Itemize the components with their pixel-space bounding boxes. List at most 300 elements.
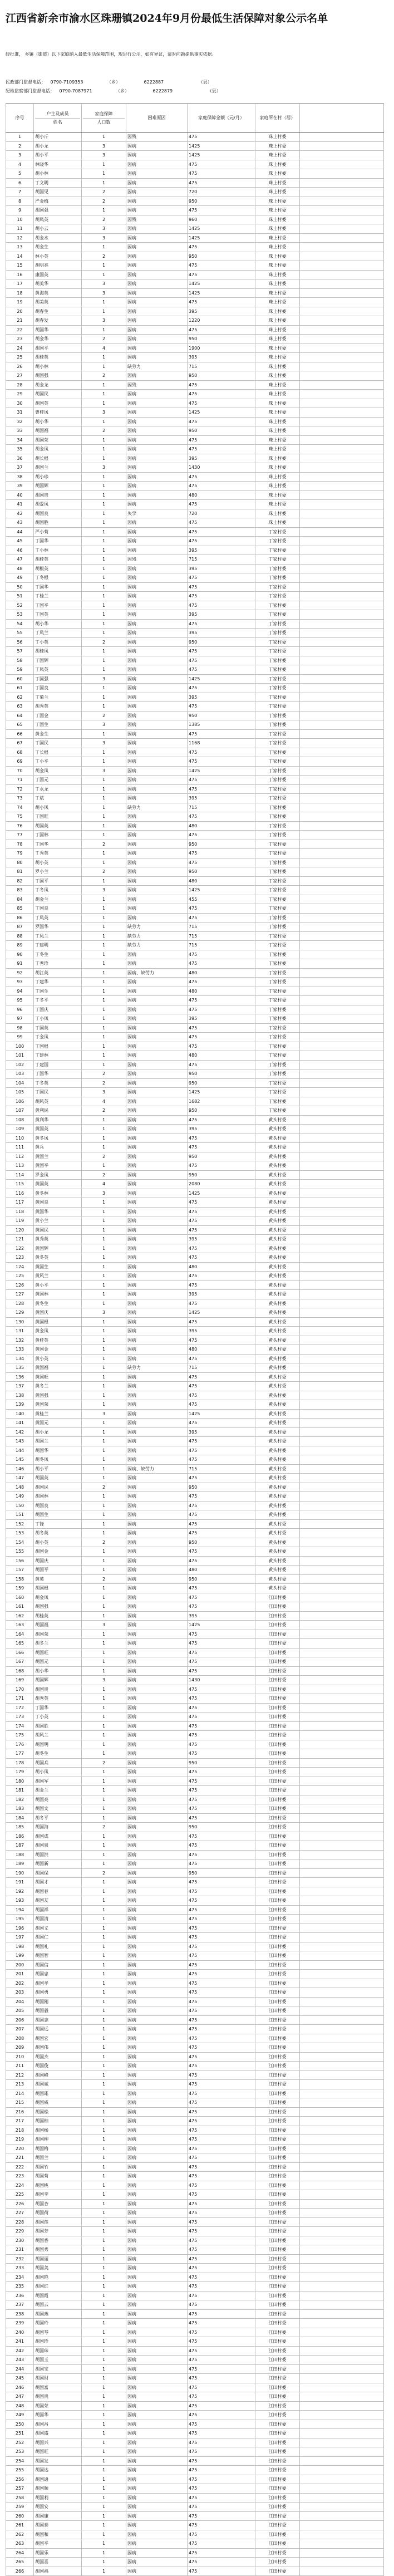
table-row — [6, 197, 384, 207]
row-name: 胡金凤 — [33, 767, 81, 776]
row-reason: 因病 — [126, 1602, 187, 1611]
row-name: 胡风兰 — [33, 1731, 81, 1740]
row-count: 1 — [81, 2126, 126, 2135]
table-row — [6, 1896, 384, 1906]
row-blank — [299, 1502, 384, 1510]
row-count: 1 — [81, 1061, 126, 1069]
row-amount: 950 — [187, 1171, 255, 1180]
row-amount: 475 — [187, 1382, 255, 1391]
table-row — [6, 243, 384, 252]
row-seq: 48 — [6, 565, 33, 573]
row-reason: 因病 — [126, 390, 187, 399]
row-name: 罗小兰 — [33, 867, 81, 876]
row-seq: 62 — [6, 693, 33, 702]
row-reason: 因残 — [126, 381, 187, 390]
row-blank — [299, 491, 384, 500]
table-row — [6, 252, 384, 262]
row-count: 2 — [81, 840, 126, 849]
row-seq: 196 — [6, 1924, 33, 1933]
row-seq: 95 — [6, 996, 33, 1005]
row-name: 胡国辉 — [33, 482, 81, 490]
table-row — [6, 133, 384, 142]
row-blank — [299, 1143, 384, 1152]
row-amount: 475 — [187, 1906, 255, 1915]
row-reason: 因病 — [126, 1713, 187, 1721]
row-name: 胡国竹 — [33, 2163, 81, 2172]
row-village: 丁家村委 — [255, 601, 299, 610]
row-name: 严金梅 — [33, 197, 81, 206]
row-amount: 475 — [187, 1859, 255, 1868]
row-seq: 15 — [6, 261, 33, 270]
row-name: 黄小平 — [33, 1281, 81, 1290]
row-village: 丁家村委 — [255, 1106, 299, 1115]
header-amount: 家庭保障金额（元/月） — [187, 104, 255, 132]
row-reason: 因病 — [126, 1391, 187, 1400]
row-amount: 475 — [187, 1520, 255, 1529]
row-amount: 475 — [187, 1419, 255, 1427]
row-amount: 475 — [187, 573, 255, 582]
row-seq: 49 — [6, 573, 33, 582]
row-count: 1 — [81, 537, 126, 546]
row-blank — [299, 1749, 384, 1758]
row-name: 胡国琴 — [33, 2328, 81, 2337]
row-reason: 因病 — [126, 1318, 187, 1327]
row-amount: 475 — [187, 1657, 255, 1666]
row-name: 胡国梅 — [33, 2145, 81, 2153]
row-village: 黄头村委 — [255, 1446, 299, 1455]
table-row — [6, 2503, 384, 2512]
discipline-label: 纪检监察部门监督电话： — [6, 88, 55, 94]
row-reason: 因病 — [126, 1593, 187, 1602]
table-row — [6, 2053, 384, 2062]
table-row — [6, 2466, 384, 2475]
row-name: 丁凤英 — [33, 665, 81, 674]
row-count: 1 — [81, 1602, 126, 1611]
row-village: 江田村委 — [255, 1685, 299, 1694]
row-village: 丁家村委 — [255, 1069, 299, 1078]
row-blank — [299, 1851, 384, 1859]
table-row — [6, 2521, 384, 2530]
row-amount: 475 — [187, 2135, 255, 2144]
row-reason: 因病 — [126, 188, 187, 197]
row-count: 1 — [81, 1299, 126, 1308]
row-amount: 475 — [187, 996, 255, 1005]
row-reason: 因病 — [126, 1024, 187, 1033]
row-seq: 142 — [6, 1428, 33, 1437]
row-amount: 475 — [187, 1988, 255, 1997]
table-row — [6, 2126, 384, 2136]
row-name: 胡国仁 — [33, 1933, 81, 1942]
row-blank — [299, 408, 384, 417]
row-amount: 475 — [187, 1143, 255, 1152]
row-count: 2 — [81, 215, 126, 224]
row-amount: 475 — [187, 592, 255, 601]
row-amount: 475 — [187, 2117, 255, 2126]
row-amount: 950 — [187, 638, 255, 647]
row-seq: 162 — [6, 1612, 33, 1621]
row-seq: 262 — [6, 2530, 33, 2539]
row-amount: 475 — [187, 390, 255, 399]
row-name: 丁桂兰 — [33, 592, 81, 601]
row-seq: 200 — [6, 1961, 33, 1970]
row-amount: 475 — [187, 1887, 255, 1896]
row-count: 1 — [81, 1033, 126, 1042]
row-amount: 475 — [187, 482, 255, 490]
row-count: 1 — [81, 2043, 126, 2052]
row-blank — [299, 638, 384, 647]
row-seq: 6 — [6, 179, 33, 188]
row-name: 胡小林 — [33, 362, 81, 371]
row-village: 江田村委 — [255, 2016, 299, 2025]
row-seq: 12 — [6, 234, 33, 243]
row-reason: 因病 — [126, 867, 187, 876]
row-village: 珠上村委 — [255, 243, 299, 252]
row-blank — [299, 1208, 384, 1216]
row-name: 丁国民 — [33, 739, 81, 748]
row-seq: 151 — [6, 1510, 33, 1519]
row-village: 珠上村委 — [255, 206, 299, 215]
row-village: 珠上村委 — [255, 234, 299, 243]
row-seq: 226 — [6, 2200, 33, 2209]
row-village: 丁家村委 — [255, 665, 299, 674]
row-seq: 54 — [6, 620, 33, 629]
row-reason: 因病 — [126, 840, 187, 849]
row-village: 江田村委 — [255, 1630, 299, 1639]
row-village: 珠上村委 — [255, 473, 299, 482]
row-village: 珠上村委 — [255, 445, 299, 454]
row-seq: 156 — [6, 1557, 33, 1566]
row-reason: 因病 — [126, 776, 187, 784]
header-family-group — [81, 104, 126, 132]
row-village: 江田村委 — [255, 2420, 299, 2429]
row-village: 江田村委 — [255, 2365, 299, 2374]
table-row — [6, 2292, 384, 2301]
row-amount: 475 — [187, 2190, 255, 2199]
row-amount: 475 — [187, 2549, 255, 2558]
row-village: 丁家村委 — [255, 849, 299, 858]
row-amount: 1430 — [187, 1676, 255, 1685]
row-blank — [299, 1722, 384, 1731]
row-village: 江田村委 — [255, 1961, 299, 1970]
row-village: 黄头村委 — [255, 1253, 299, 1262]
row-count: 1 — [81, 996, 126, 1005]
row-blank — [299, 1244, 384, 1253]
row-amount: 1425 — [187, 1189, 255, 1198]
table-row — [6, 1244, 384, 1254]
row-count: 1 — [81, 1318, 126, 1327]
table-row — [6, 500, 384, 509]
row-village: 丁家村委 — [255, 647, 299, 656]
row-seq: 144 — [6, 1446, 33, 1455]
row-count: 1 — [81, 1795, 126, 1804]
table-row — [6, 1143, 384, 1152]
row-blank — [299, 2282, 384, 2291]
row-reason: 因病 — [126, 2135, 187, 2144]
table-row — [6, 996, 384, 1005]
row-count: 1 — [81, 436, 126, 445]
row-village: 江田村委 — [255, 2282, 299, 2291]
row-amount: 475 — [187, 730, 255, 739]
row-blank — [299, 1014, 384, 1023]
row-seq: 67 — [6, 739, 33, 748]
row-village: 丁家村委 — [255, 537, 299, 546]
row-seq: 173 — [6, 1713, 33, 1721]
row-amount: 475 — [187, 2337, 255, 2346]
row-blank — [299, 1685, 384, 1694]
row-amount: 715 — [187, 555, 255, 564]
row-name: 胡国根 — [33, 1584, 81, 1593]
row-amount: 475 — [187, 2558, 255, 2567]
table-row — [6, 1795, 384, 1805]
row-village: 珠上村委 — [255, 390, 299, 399]
table-row — [6, 2255, 384, 2264]
row-reason: 因病 — [126, 2273, 187, 2282]
row-blank — [299, 2447, 384, 2456]
row-name: 康国英 — [33, 271, 81, 279]
row-count: 1 — [81, 445, 126, 454]
row-amount: 475 — [187, 298, 255, 307]
row-amount: 475 — [187, 1713, 255, 1721]
row-village: 江田村委 — [255, 2172, 299, 2181]
row-blank — [299, 1400, 384, 1409]
row-amount: 475 — [187, 2273, 255, 2282]
row-village: 江田村委 — [255, 2347, 299, 2356]
row-village: 江田村委 — [255, 2319, 299, 2328]
row-name: 丁国林 — [33, 831, 81, 840]
row-seq: 72 — [6, 785, 33, 794]
table-body — [6, 133, 384, 2576]
row-reason: 因病 — [126, 473, 187, 482]
row-village: 江田村委 — [255, 1804, 299, 1813]
row-village: 江田村委 — [255, 1667, 299, 1676]
row-count: 1 — [81, 1998, 126, 2006]
row-reason: 因病 — [126, 426, 187, 435]
row-blank — [299, 1308, 384, 1317]
row-amount: 475 — [187, 1134, 255, 1143]
row-blank — [299, 1538, 384, 1547]
row-village: 江田村委 — [255, 2383, 299, 2392]
table-row — [6, 1363, 384, 1373]
row-village: 丁家村委 — [255, 675, 299, 684]
row-count: 1 — [81, 1667, 126, 1676]
row-blank — [299, 592, 384, 601]
table-row — [6, 2411, 384, 2420]
row-name: 丁冬根 — [33, 573, 81, 582]
row-seq: 231 — [6, 2245, 33, 2254]
row-amount: 950 — [187, 1575, 255, 1584]
row-blank — [299, 665, 384, 674]
table-row — [6, 1299, 384, 1309]
row-count: 3 — [81, 886, 126, 895]
row-blank — [299, 2475, 384, 2484]
row-name: 胡小平 — [33, 151, 81, 160]
row-seq: 20 — [6, 307, 33, 316]
table-row — [6, 831, 384, 840]
row-amount: 475 — [187, 2567, 255, 2576]
row-count: 1 — [81, 1474, 126, 1483]
row-name: 胡国刚 — [33, 1998, 81, 2006]
row-blank — [299, 1382, 384, 1391]
row-count: 1 — [81, 2365, 126, 2374]
row-village: 丁家村委 — [255, 684, 299, 693]
table-row — [6, 877, 384, 886]
row-village: 珠上村委 — [255, 518, 299, 527]
row-blank — [299, 335, 384, 344]
row-blank — [299, 2374, 384, 2383]
row-count: 1 — [81, 2392, 126, 2401]
row-blank — [299, 1979, 384, 1988]
row-amount: 475 — [187, 2126, 255, 2135]
row-village: 黄头村委 — [255, 1510, 299, 1519]
row-name: 胡秀英 — [33, 702, 81, 711]
row-amount: 475 — [187, 1749, 255, 1758]
row-amount: 715 — [187, 923, 255, 931]
row-name: 胡根英 — [33, 565, 81, 573]
row-count: 1 — [81, 932, 126, 941]
row-blank — [299, 261, 384, 270]
table-row — [6, 987, 384, 997]
row-blank — [299, 1602, 384, 1611]
row-count: 1 — [81, 2337, 126, 2346]
table-row — [6, 1979, 384, 1989]
table-row — [6, 151, 384, 160]
row-seq: 250 — [6, 2420, 33, 2429]
row-seq: 147 — [6, 1474, 33, 1483]
row-seq: 160 — [6, 1593, 33, 1602]
row-village: 黄头村委 — [255, 1575, 299, 1584]
row-reason: 因病 — [126, 1759, 187, 1768]
row-blank — [299, 1804, 384, 1813]
row-blank — [299, 1942, 384, 1951]
row-blank — [299, 142, 384, 151]
row-count: 1 — [81, 1244, 126, 1253]
row-village: 黄头村委 — [255, 1327, 299, 1336]
row-count: 1 — [81, 2466, 126, 2475]
row-reason: 因病 — [126, 1226, 187, 1235]
table-row — [6, 473, 384, 482]
table-row — [6, 1152, 384, 1162]
row-seq: 157 — [6, 1566, 33, 1574]
row-count: 1 — [81, 665, 126, 674]
table-row — [6, 1483, 384, 1493]
row-count: 1 — [81, 2503, 126, 2511]
table-row — [6, 2236, 384, 2246]
row-count: 1 — [81, 1814, 126, 1823]
row-village: 江田村委 — [255, 1612, 299, 1621]
row-blank — [299, 1704, 384, 1713]
row-reason: 因病 — [126, 2053, 187, 2062]
row-reason: 因病 — [126, 2549, 187, 2558]
row-blank — [299, 482, 384, 490]
row-amount: 480 — [187, 969, 255, 978]
row-village: 江田村委 — [255, 2255, 299, 2264]
row-seq: 66 — [6, 730, 33, 739]
table-row — [6, 463, 384, 473]
row-seq: 70 — [6, 767, 33, 776]
row-seq: 241 — [6, 2337, 33, 2346]
table-row — [6, 1621, 384, 1630]
row-village: 江田村委 — [255, 2328, 299, 2337]
table-row — [6, 2347, 384, 2356]
row-blank — [299, 1363, 384, 1372]
row-count: 1 — [81, 362, 126, 371]
table-row — [6, 812, 384, 822]
row-reason: 因病 — [126, 2236, 187, 2245]
row-seq: 121 — [6, 1235, 33, 1244]
row-blank — [299, 1878, 384, 1887]
table-row — [6, 757, 384, 767]
row-seq: 184 — [6, 1814, 33, 1823]
row-amount: 395 — [187, 353, 255, 362]
row-village: 江田村委 — [255, 2098, 299, 2107]
row-blank — [299, 1713, 384, 1721]
row-seq: 137 — [6, 1382, 33, 1391]
row-reason: 因病 — [126, 2163, 187, 2172]
row-blank — [299, 2457, 384, 2466]
row-amount: 475 — [187, 812, 255, 821]
row-seq: 219 — [6, 2135, 33, 2144]
row-village: 黄头村委 — [255, 1216, 299, 1225]
row-amount: 475 — [187, 2310, 255, 2319]
table-row — [6, 1832, 384, 1842]
row-count: 1 — [81, 1557, 126, 1566]
row-village: 丁家村委 — [255, 1079, 299, 1088]
row-seq: 27 — [6, 371, 33, 380]
row-blank — [299, 730, 384, 739]
row-count: 1 — [81, 509, 126, 518]
row-name: 胡国强 — [33, 371, 81, 380]
row-amount: 475 — [187, 2053, 255, 2062]
row-seq: 216 — [6, 2108, 33, 2117]
row-name: 胡国福 — [33, 1621, 81, 1630]
row-seq: 249 — [6, 2411, 33, 2420]
row-count: 4 — [81, 1097, 126, 1106]
row-blank — [299, 2163, 384, 2172]
row-amount: 395 — [187, 565, 255, 573]
row-reason: 因病 — [126, 1520, 187, 1529]
row-amount: 475 — [187, 858, 255, 867]
row-reason: 因病 — [126, 1134, 187, 1143]
row-count: 1 — [81, 1161, 126, 1170]
row-blank — [299, 1841, 384, 1850]
row-name: 胡国新 — [33, 1859, 81, 1868]
table-row — [6, 1777, 384, 1787]
table-row — [6, 2402, 384, 2411]
row-village: 丁家村委 — [255, 1014, 299, 1023]
row-name: 胡小英 — [33, 858, 81, 867]
row-reason: 因病 — [126, 546, 187, 555]
row-seq: 188 — [6, 1851, 33, 1859]
row-name: 胡金龙 — [33, 381, 81, 390]
table-row — [6, 1804, 384, 1814]
row-seq: 261 — [6, 2521, 33, 2530]
row-blank — [299, 1116, 384, 1125]
row-amount: 480 — [187, 987, 255, 996]
row-amount: 475 — [187, 518, 255, 527]
row-amount: 480 — [187, 1345, 255, 1354]
table-row — [6, 739, 384, 748]
row-name: 胡国祥 — [33, 1906, 81, 1915]
row-reason: 因残 — [126, 215, 187, 224]
row-count: 1 — [81, 1777, 126, 1786]
row-count: 2 — [81, 335, 126, 344]
table-row — [6, 1355, 384, 1364]
row-village: 黄头村委 — [255, 1355, 299, 1363]
row-village: 黄头村委 — [255, 1520, 299, 1529]
row-seq: 64 — [6, 712, 33, 720]
row-seq: 180 — [6, 1777, 33, 1786]
row-blank — [299, 601, 384, 610]
